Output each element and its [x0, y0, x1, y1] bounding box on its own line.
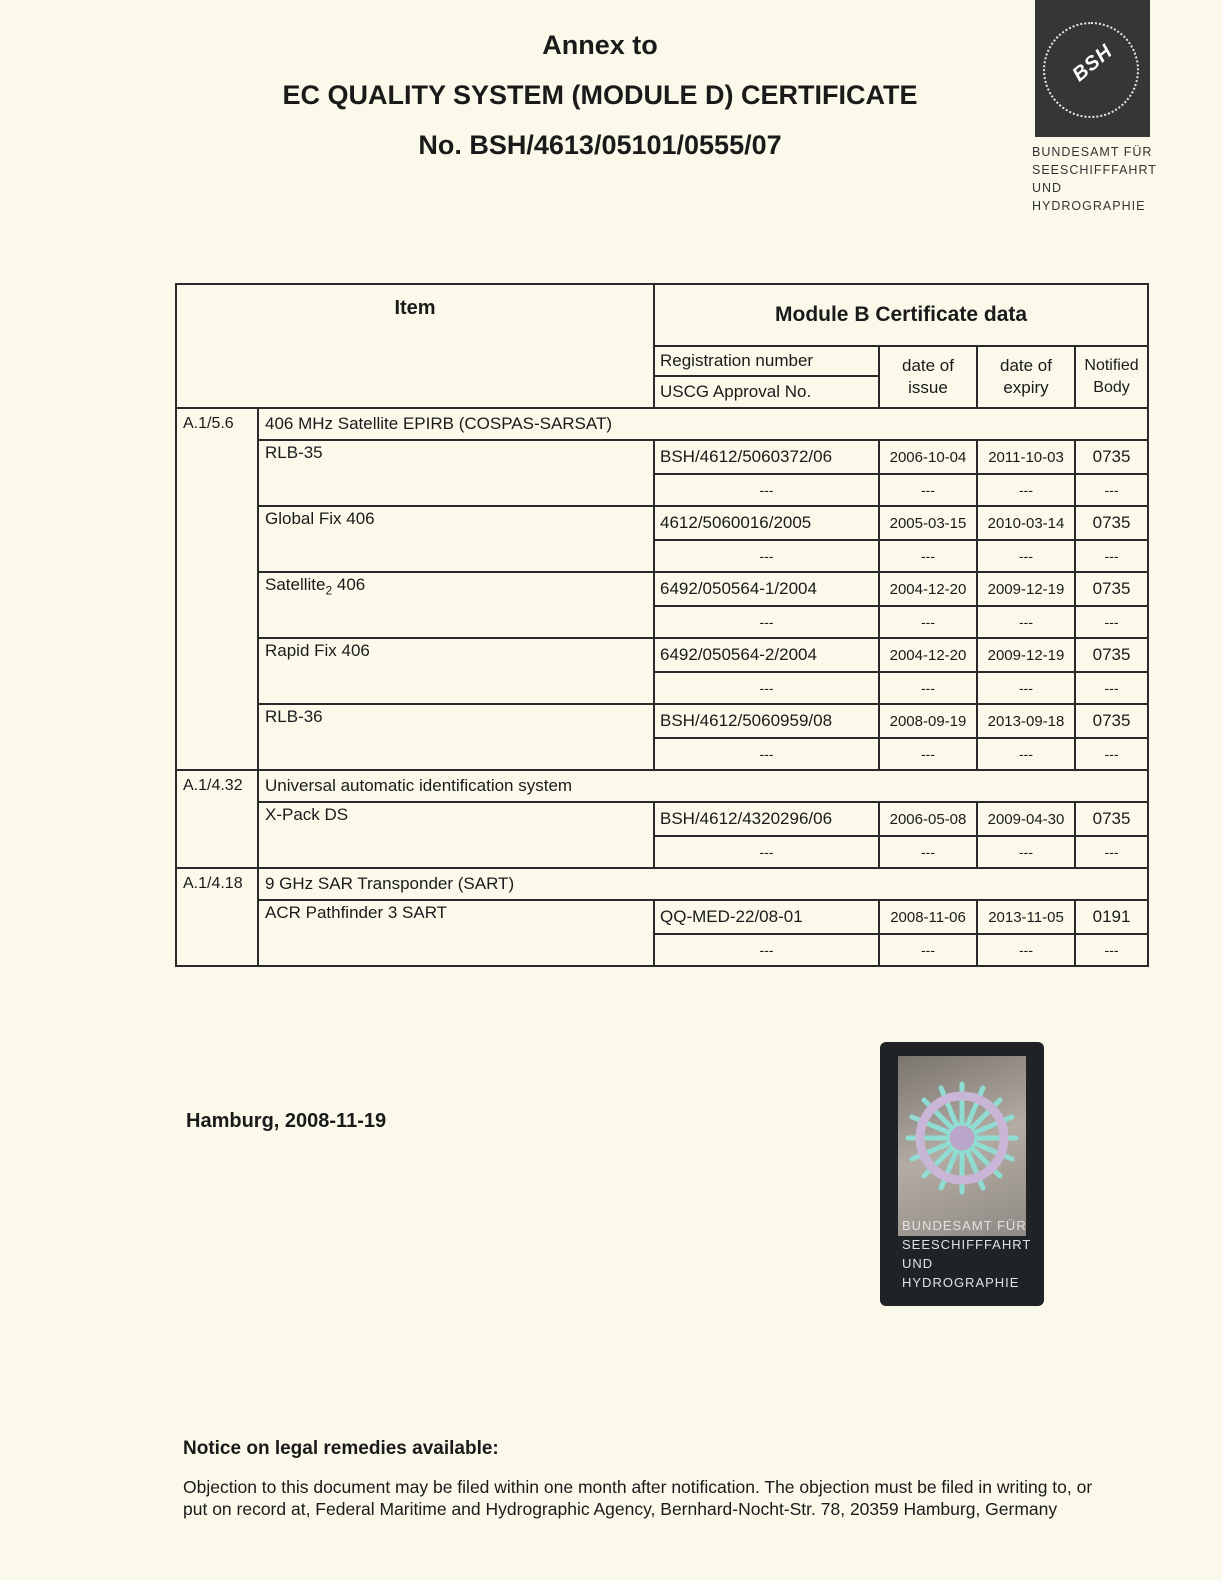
model-name: Rapid Fix 406	[258, 638, 654, 704]
model-name: ACR Pathfinder 3 SART	[258, 900, 654, 966]
expiry-header: date of expiry	[977, 346, 1075, 408]
notice-title: Notice on legal remedies available:	[183, 1438, 499, 1459]
issue-date: 2006-05-08	[879, 802, 977, 836]
notified-body: 0735	[1075, 802, 1148, 836]
uscg-body: ---	[1075, 606, 1148, 638]
notice-text: Objection to this document may be filed within one month after notification. The objection must be filed in writing to, or put on record at, Federal Maritime and Hydrographic Agency, Bernhard-Nocht-Str. 78, 20359 Hamburg, Germany	[183, 1477, 1093, 1519]
table-row	[176, 802, 1148, 836]
group-code: A.1/5.6	[176, 408, 258, 770]
registration-number: 4612/5060016/2005	[654, 506, 879, 540]
hologram-seal	[880, 1042, 1044, 1306]
uscg-issue: ---	[879, 836, 977, 868]
issue-date: 2006-10-04	[879, 440, 977, 474]
model-name: X-Pack DS	[258, 802, 654, 868]
uscg-body: ---	[1075, 738, 1148, 770]
uscg-issue: ---	[879, 474, 977, 506]
uscg-body: ---	[1075, 836, 1148, 868]
registration-number: BSH/4612/4320296/06	[654, 802, 879, 836]
certificate-number: No. BSH/4613/05101/0555/07	[418, 130, 782, 160]
table-row	[176, 704, 1148, 738]
uscg-issue: ---	[879, 738, 977, 770]
group-code: A.1/4.32	[176, 770, 258, 868]
uscg-expiry: ---	[977, 474, 1075, 506]
hologram-line: BUNDESAMT FÜR	[902, 1218, 1027, 1233]
model-name: RLB-36	[258, 704, 654, 770]
table-row	[176, 900, 1148, 934]
expiry-date: 2009-04-30	[977, 802, 1075, 836]
expiry-date: 2010-03-14	[977, 506, 1075, 540]
bsh-logo-icon	[1035, 0, 1150, 137]
notified-body-header: Notified Body	[1075, 346, 1148, 408]
uscg-number: ---	[654, 836, 879, 868]
uscg-body: ---	[1075, 540, 1148, 572]
uscg-expiry: ---	[977, 836, 1075, 868]
uscg-issue: ---	[879, 934, 977, 966]
annex-title: Annex to	[542, 30, 658, 60]
certificate-title: EC QUALITY SYSTEM (MODULE D) CERTIFICATE	[282, 80, 918, 110]
expiry-date: 2009-12-19	[977, 638, 1075, 672]
model-name-subscript: 2	[325, 583, 333, 598]
table-row	[176, 638, 1148, 672]
notified-body: 0735	[1075, 572, 1148, 606]
group-name: 9 GHz SAR Transponder (SART)	[258, 868, 1148, 900]
table-row	[176, 440, 1148, 474]
expiry-date: 2009-12-19	[977, 572, 1075, 606]
notified-body: 0735	[1075, 704, 1148, 738]
agency-name	[1032, 143, 1162, 215]
uscg-issue: ---	[879, 606, 977, 638]
hologram-text	[902, 1216, 1042, 1292]
uscg-expiry: ---	[977, 606, 1075, 638]
ship-wheel-icon	[902, 1078, 1022, 1198]
model-name-tail: 406	[332, 575, 366, 594]
uscg-expiry: ---	[977, 738, 1075, 770]
uscg-number: ---	[654, 606, 879, 638]
model-name: Global Fix 406	[258, 506, 654, 572]
uscg-body: ---	[1075, 934, 1148, 966]
item-header: Item	[176, 284, 654, 408]
issue-date: 2004-12-20	[879, 638, 977, 672]
uscg-expiry: ---	[977, 540, 1075, 572]
place-and-date: Hamburg, 2008-11-19	[186, 1110, 387, 1132]
model-name	[258, 572, 654, 638]
logo-letters: BSH	[1068, 40, 1118, 87]
certificate-table	[175, 283, 1149, 967]
group-name: Universal automatic identification system	[258, 770, 1148, 802]
hologram-line: HYDROGRAPHIE	[902, 1275, 1020, 1290]
table-row	[176, 572, 1148, 606]
uscg-issue: ---	[879, 540, 977, 572]
notified-body: 0735	[1075, 506, 1148, 540]
uscg-number: ---	[654, 474, 879, 506]
uscg-number: ---	[654, 738, 879, 770]
uscg-expiry: ---	[977, 934, 1075, 966]
table-row	[176, 506, 1148, 540]
expiry-date: 2011-10-03	[977, 440, 1075, 474]
uscg-number: ---	[654, 672, 879, 704]
module-header: Module B Certificate data	[654, 284, 1148, 346]
model-name-base: Satellite	[265, 575, 326, 594]
group-code: A.1/4.18	[176, 868, 258, 966]
model-name: RLB-35	[258, 440, 654, 506]
agency-name-line: UND	[1032, 181, 1063, 195]
registration-number: QQ-MED-22/08-01	[654, 900, 879, 934]
issue-date: 2008-09-19	[879, 704, 977, 738]
uscg-expiry: ---	[977, 672, 1075, 704]
issue-date: 2005-03-15	[879, 506, 977, 540]
uscg-body: ---	[1075, 672, 1148, 704]
registration-number: 6492/050564-2/2004	[654, 638, 879, 672]
hologram-panel	[898, 1056, 1026, 1236]
agency-name-line: BUNDESAMT FÜR	[1032, 145, 1153, 159]
registration-number: BSH/4612/5060959/08	[654, 704, 879, 738]
uscg-body: ---	[1075, 474, 1148, 506]
issue-date: 2008-11-06	[879, 900, 977, 934]
registration-number: BSH/4612/5060372/06	[654, 440, 879, 474]
uscg-issue: ---	[879, 672, 977, 704]
uscg-number: ---	[654, 934, 879, 966]
registration-header: Registration number	[654, 346, 879, 376]
group-name: 406 MHz Satellite EPIRB (COSPAS-SARSAT)	[258, 408, 1148, 440]
agency-name-line: HYDROGRAPHIE	[1032, 199, 1146, 213]
expiry-date: 2013-11-05	[977, 900, 1075, 934]
registration-number: 6492/050564-1/2004	[654, 572, 879, 606]
expiry-date: 2013-09-18	[977, 704, 1075, 738]
notified-body: 0191	[1075, 900, 1148, 934]
issue-header: date of issue	[879, 346, 977, 408]
uscg-header: USCG Approval No.	[654, 376, 879, 408]
hologram-line: UND	[902, 1256, 934, 1271]
agency-name-line: SEESCHIFFFAHRT	[1032, 163, 1157, 177]
issue-date: 2004-12-20	[879, 572, 977, 606]
hologram-line: SEESCHIFFFAHRT	[902, 1237, 1032, 1252]
uscg-number: ---	[654, 540, 879, 572]
notified-body: 0735	[1075, 638, 1148, 672]
notified-body: 0735	[1075, 440, 1148, 474]
